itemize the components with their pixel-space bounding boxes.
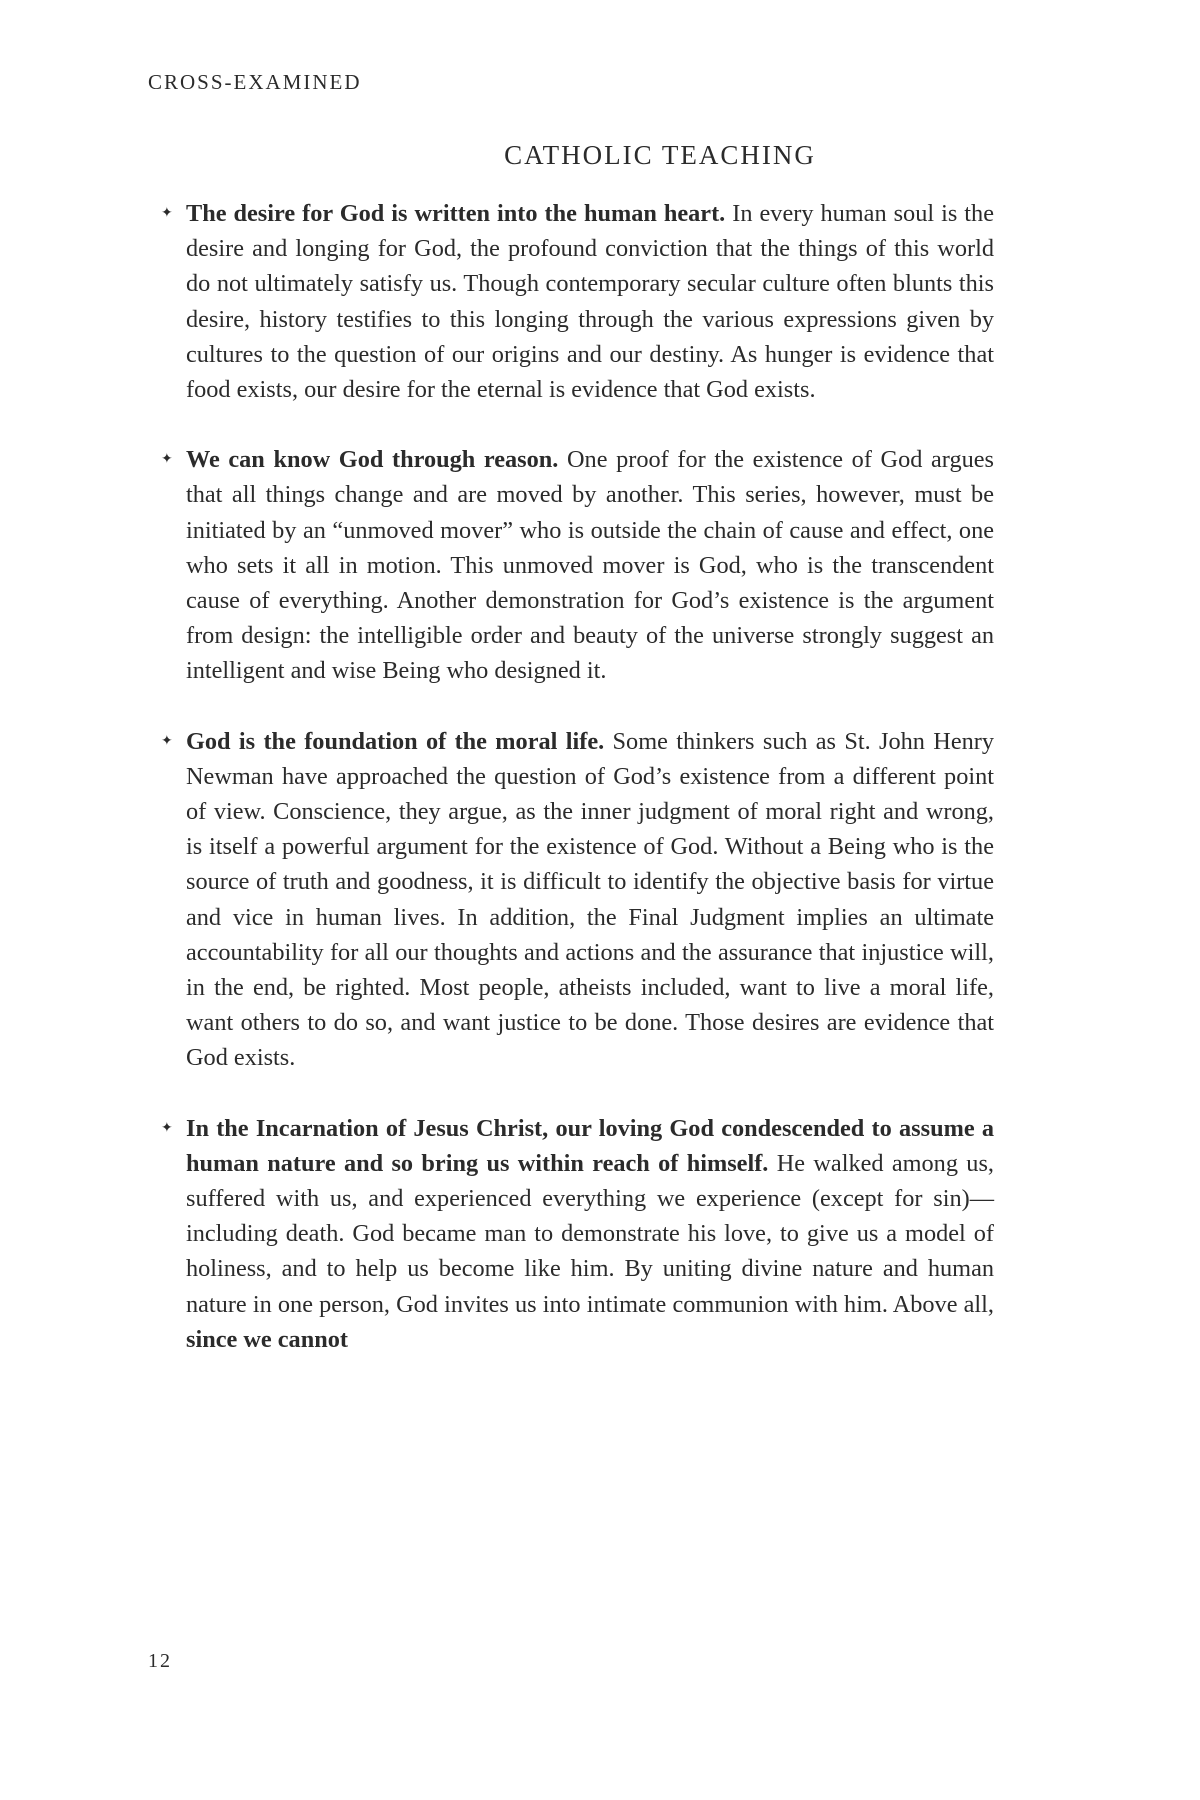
list-item xyxy=(161,442,994,688)
item-lead: In the Incarnation of Jesus Christ, our loving God condescended to assume a human nature and so bring us within reach of himself. xyxy=(186,1114,994,1177)
item-lead: The desire for God is written into the human heart. xyxy=(186,200,726,227)
item-lead: God is the foundation of the moral life. xyxy=(186,727,605,755)
item-body: One proof for the existence of God argues that all things change and are moved by another. This series, however, must be initiated by an “unmoved mover” who is outside the chain of cause and effect, one who sets it all in motion. This unmoved mover is God, who is the transcendent cause of everything. Another demonstration for God’s existence is the argument from design: the intelligible order and beauty of the universe strongly suggest an intelligent and wise Being who designed it. xyxy=(186,446,994,685)
teaching-list xyxy=(161,196,994,1357)
list-item xyxy=(161,196,994,407)
page-number: 12 xyxy=(148,1650,172,1672)
list-item xyxy=(161,724,994,1076)
bullet-icon: ✦ xyxy=(161,1120,173,1136)
item-body: Some thinkers such as St. John Henry Newman have approached the question of God’s existence from a different point of view. Conscience, they argue, as the inner judgment of moral right and wrong, is itself a powerful argument for the existence of God. Without a Being who is the source of truth and goodness, it is difficult to identify the objective basis for virtue and vice in human lives. In addition, the Final Judgment implies an ultimate accountability for all our thoughts and actions and the assurance that injustice will, in the end, be righted. Most people, atheists included, want to live a moral life, want others to do so, and want justice to be done. Those desires are evidence that God exists. xyxy=(186,727,994,1072)
item-body: In every human soul is the desire and longing for God, the profound conviction that the things of this world do not ultimately satisfy us. Though contemporary secular culture often blunts this desire, history testifies to this longing through the various expressions given by cultures to the question of our origins and our destiny. As hunger is evidence that food exists, our desire for the eternal is evidence that God exists. xyxy=(186,200,994,404)
running-head: CROSS-EXAMINED xyxy=(148,70,362,94)
item-lead: We can know God through reason. xyxy=(186,446,559,474)
item-tail: since we cannot xyxy=(186,1325,348,1353)
item-body: He walked among us, suffered with us, and experienced everything we experience (except for sin)—including death. God became man to demonstrate his love, to give us a model of holiness, and to help us become like him. By uniting divine nature and human nature in one person, God invites us into intimate communion with him. Above all, xyxy=(186,1149,994,1318)
list-item xyxy=(161,1111,994,1357)
section-title: CATHOLIC TEACHING xyxy=(504,140,816,170)
bullet-icon: ✦ xyxy=(161,733,173,749)
bullet-icon: ✦ xyxy=(161,452,173,468)
bullet-icon: ✦ xyxy=(161,206,173,221)
